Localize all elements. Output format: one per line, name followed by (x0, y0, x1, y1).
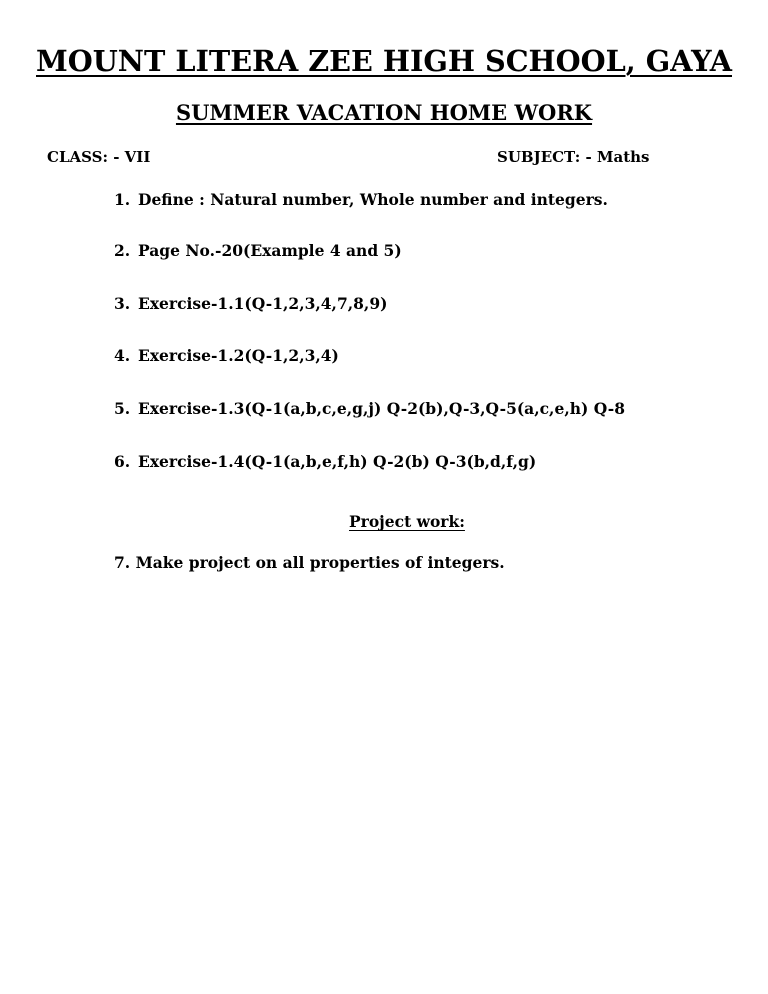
school-name-heading: MOUNT LITERA ZEE HIGH SCHOOL, GAYA (36, 44, 732, 78)
list-item-text: Define : Natural number, Whole number and integers. (138, 190, 608, 209)
list-item-number: 2. (114, 241, 131, 260)
class-label: CLASS: - VII (47, 148, 151, 166)
list-item (114, 294, 387, 313)
subject-label: SUBJECT: - Maths (497, 148, 650, 166)
list-item (114, 399, 625, 418)
list-item-number: 5. (114, 399, 131, 418)
list-item-number: 4. (114, 346, 131, 365)
list-item-number: 3. (114, 294, 131, 313)
list-item (114, 241, 402, 260)
list-item (114, 346, 339, 365)
list-item-text: Exercise-1.1(Q-1,2,3,4,7,8,9) (138, 294, 388, 313)
list-item-text: Page No.-20(Example 4 and 5) (138, 241, 402, 260)
list-item-text: Exercise-1.2(Q-1,2,3,4) (138, 346, 339, 365)
document-title: SUMMER VACATION HOME WORK (175, 100, 593, 125)
list-item-number: 1. (114, 190, 131, 209)
list-item (114, 452, 536, 471)
list-item-number: 6. (114, 452, 131, 471)
project-work-heading: Project work: (349, 512, 465, 531)
list-item-text: Exercise-1.4(Q-1(a,b,e,f,h) Q-2(b) Q-3(b,d,f,g) (138, 452, 537, 471)
list-item-text: Exercise-1.3(Q-1(a,b,c,e,g,j) Q-2(b),Q-3,Q-5(a,c,e,h) Q-8 (138, 399, 626, 418)
list-item (114, 190, 608, 209)
project-item: 7. Make project on all properties of integers. (114, 553, 505, 572)
